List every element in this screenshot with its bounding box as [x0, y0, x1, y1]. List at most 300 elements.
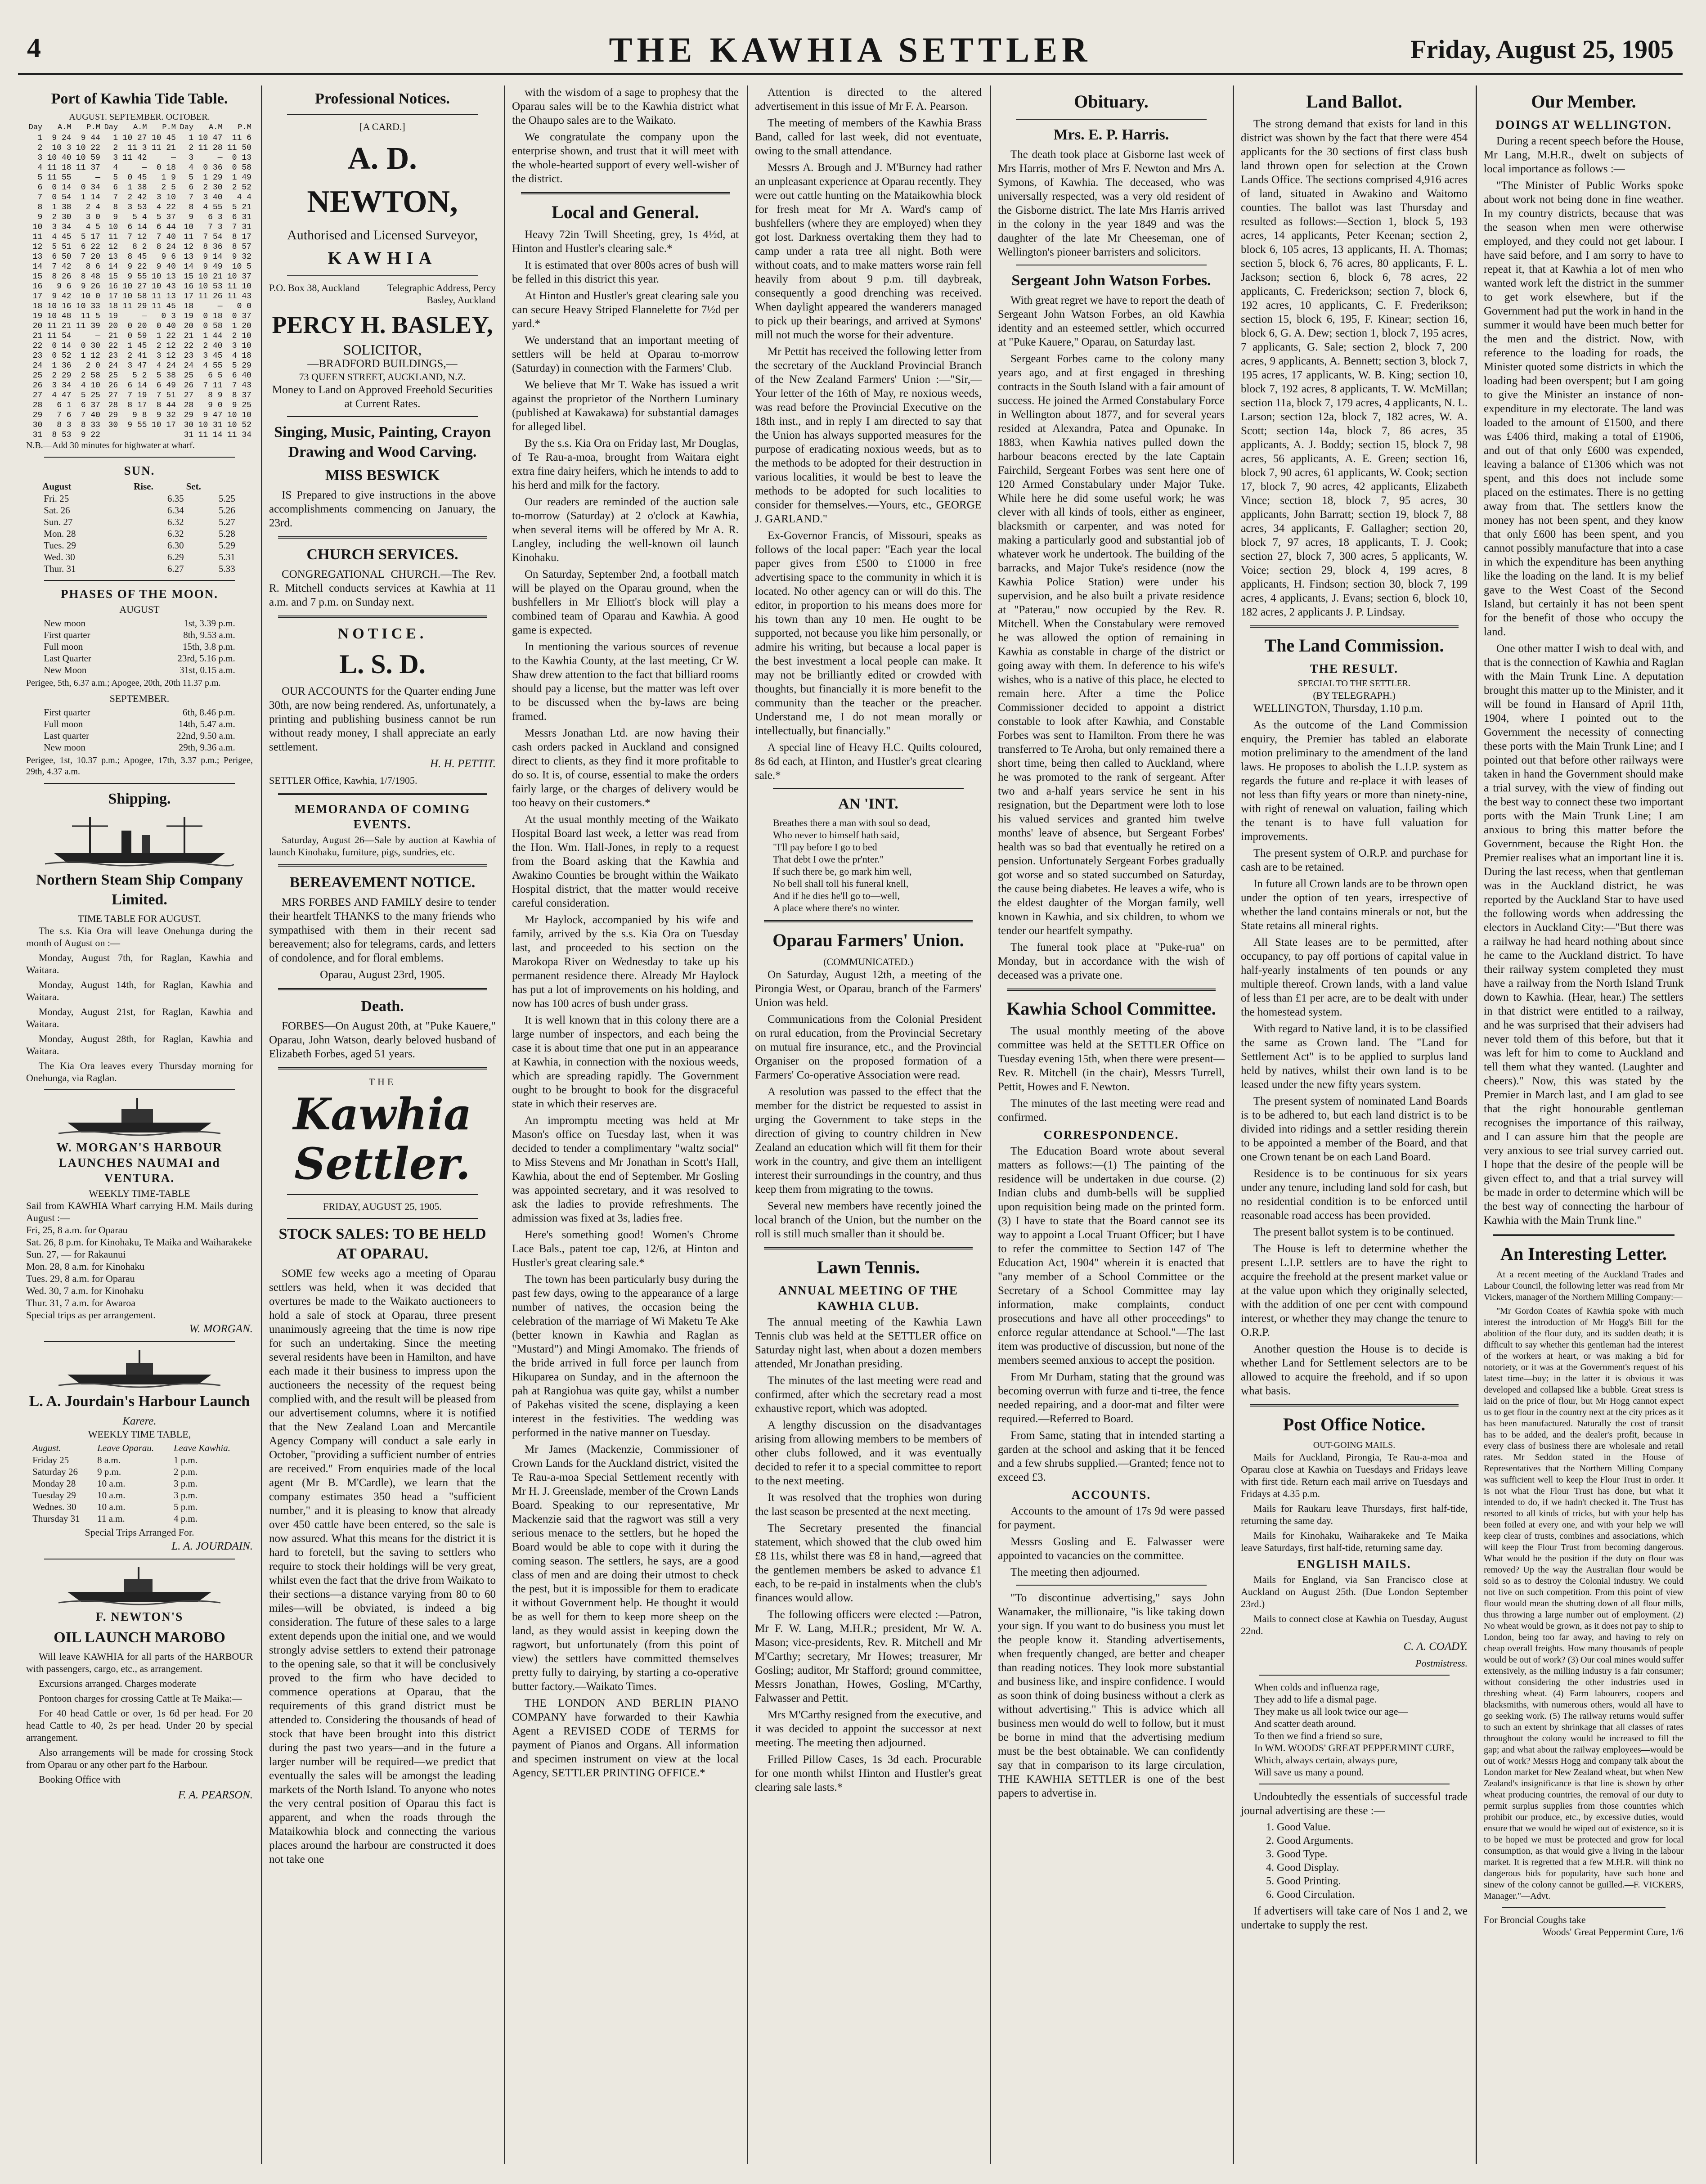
beswick-name: MISS BESWICK	[325, 467, 440, 484]
shipping-heading: Shipping.	[108, 791, 171, 807]
tide-cell: 1 9	[161, 173, 176, 182]
tide-cell: —	[95, 332, 100, 341]
jourdain-cell: Tuesday 29	[32, 1490, 76, 1501]
divider	[1502, 1907, 1666, 1908]
tide-cell: 3 0	[85, 213, 100, 222]
moon-september-cell: Full moon	[44, 719, 83, 729]
tide-body	[26, 133, 253, 440]
tide-cell: 8 2	[132, 243, 147, 252]
article-paragraph: with the wisdom of a sage to prophesy that the Oparau sales will be to the Kawhia district what the Ohaupo sales are to the Waikato.	[512, 86, 739, 126]
tide-cell: 6 49	[156, 381, 176, 390]
tide-row	[26, 391, 253, 400]
sun-cell: Sun. 27	[44, 517, 73, 527]
news-item: In mentioning the various sources of revenue to the Kawhia County, at the last meeting, Cr W. Shaw drew attention to the fact that billiard rooms should pay a license, but the matter was left over to be discussed when the by-laws are being framed.	[512, 641, 739, 723]
newton-title: Authorised and Licensed Surveyor,	[287, 228, 478, 243]
divider	[278, 1067, 487, 1070]
divider	[1250, 625, 1459, 628]
jourdain-column-header: Leave Kawhia.	[172, 1442, 248, 1454]
launch-icon	[58, 1096, 220, 1136]
tide-cell: 6 14	[127, 381, 147, 390]
article-paragraph: At a recent meeting of the Auckland Trades and Labour Council, the following letter was read from Mr Vickers, manager of the Northern Milling Company:—	[1484, 1270, 1684, 1302]
news-item: By the s.s. Kia Ora on Friday last, Mr Douglas, of Te Rau-a-moa, brought from Waitara eight extra fine dairy heifers, which he intends to add to his herd and milk for the factory.	[512, 437, 739, 491]
tide-cell: 22	[32, 342, 43, 351]
divider	[1259, 1675, 1450, 1676]
interesting-letter-article	[1484, 1269, 1684, 1902]
jourdain-cell: 5 p.m.	[173, 1501, 198, 1512]
local-and-general-heading: Local and General.	[552, 202, 699, 222]
tide-cell: 1 38	[52, 203, 72, 212]
tide-cell: 0 0	[237, 302, 251, 311]
jourdain-cell: 1 p.m.	[173, 1455, 198, 1465]
divider	[287, 1218, 478, 1219]
tide-cell: 4 55	[203, 203, 223, 212]
tide-column-header: A.M	[44, 123, 72, 133]
tide-cell: 11 39	[76, 322, 100, 331]
steamship-icon	[45, 813, 234, 867]
basley-name: PERCY H. BASLEY,	[272, 311, 493, 338]
tide-cell: 0 54	[52, 193, 72, 202]
article-paragraph: The minutes of the last meeting were read and confirmed, after which the secretary read a most exhaustive report, which was adopted.	[755, 1375, 982, 1415]
moon-august-row	[42, 629, 237, 641]
tide-cell: 6 14	[127, 223, 147, 232]
tide-row	[26, 183, 253, 193]
timetable-line: Fri, 25, 8 a.m. for Oparau	[26, 1224, 128, 1236]
notice-paragraph: Mails for England, via San Francisco close at Auckland on August 25th. (Due London September 23rd.)	[1241, 1574, 1468, 1609]
postmistress-title: Postmistress.	[1415, 1658, 1468, 1669]
tide-cell: 10 27	[122, 282, 147, 291]
divider	[1493, 1234, 1675, 1236]
jourdain-cell: 8 a.m.	[97, 1455, 121, 1465]
verse-line: Will save us many a pound.	[1254, 1766, 1364, 1778]
tide-cell: 0 18	[203, 312, 223, 321]
tide-cell: 9	[189, 213, 194, 222]
moon-september-cell: 29th, 9.36 a.m.	[178, 742, 235, 753]
tide-cell: 12	[32, 243, 43, 252]
tide-cell: 4	[189, 163, 194, 172]
column-2	[261, 85, 504, 2164]
news-item: Here's something good! Women's Chrome Lace Bals., patent toe cap, 12/6, at Hinton and Hustler's great clearing sale.*	[512, 1229, 739, 1269]
tide-cell: 8 37	[232, 391, 251, 400]
northern-steam-ship-subheading: TIME TABLE FOR AUGUST.	[78, 913, 201, 924]
sun-cell: Mon. 28	[44, 528, 76, 539]
moon-august-row	[42, 664, 237, 676]
divider	[773, 788, 964, 789]
jourdain-cell: Friday 25	[32, 1455, 69, 1465]
tide-cell: 3 40	[203, 193, 223, 202]
column-4	[747, 85, 990, 2164]
jourdain-cell: Saturday 26	[32, 1466, 78, 1477]
tide-cell: 11 34	[227, 431, 251, 440]
moon-september-cell: New moon	[44, 742, 86, 753]
tide-cell: 0 13	[232, 153, 251, 162]
sun-heading: SUN.	[124, 464, 155, 477]
timetable-line: Thur. 31, 7 a.m. for Awaroa	[26, 1297, 135, 1308]
tide-cell: 10 3	[52, 144, 72, 153]
divider	[764, 1247, 973, 1249]
tide-cell: 4 4	[237, 193, 251, 202]
article-paragraph: WELLINGTON, Thursday, 1.10 p.m.	[1253, 702, 1423, 715]
essential-item: 2. Good Arguments.	[1277, 1834, 1468, 1847]
tide-cell: 10	[32, 223, 43, 232]
tide-cell: 22	[108, 342, 118, 351]
tide-row	[26, 262, 253, 272]
tide-cell: 3 45	[203, 351, 223, 360]
jourdain-column-header: Leave Oparau.	[95, 1442, 172, 1454]
jourdain-row	[31, 1454, 248, 1466]
jourdain-cell: 9 p.m.	[97, 1466, 121, 1477]
essential-item: 1. Good Value.	[1277, 1820, 1468, 1834]
morgan-timetable	[26, 1200, 253, 1321]
tide-cell: 9 22	[127, 262, 147, 271]
divider	[287, 114, 478, 115]
tide-cell: 5 51	[52, 243, 72, 252]
tide-cell: 29	[184, 411, 194, 420]
tide-cell: 7 31	[232, 223, 251, 232]
tide-cell: 26	[108, 381, 118, 390]
tide-cell: 5	[37, 173, 43, 182]
tide-cell: 9 32	[232, 252, 251, 261]
article-paragraph: With regard to Native land, it is to be classified the same as Crown land. The "Land for Settlement Act" is to be applied to surplus land held by natives, whilst their own land is to be leased under the new fifty years system.	[1241, 1023, 1468, 1091]
tide-row	[26, 381, 253, 391]
pearson-signature: F. A. PEARSON.	[178, 1789, 253, 1801]
advertising-essentials-list	[1277, 1820, 1468, 1901]
tide-cell: 11 10	[227, 282, 251, 291]
sun-cell: 5.31	[218, 552, 235, 562]
notice-line: For 40 head Cattle or over, 1s 6d per head. For 20 head Cattle to 40, 2s per head. Under 20 by special arrangement.	[26, 1708, 253, 1743]
launch-icon	[58, 1565, 220, 1605]
cough-ad-line-1: For Broncial Coughs take	[1484, 1914, 1586, 1925]
post-office-heading: Post Office Notice.	[1283, 1414, 1426, 1434]
tide-cell: 10 43	[151, 282, 176, 291]
news-item: Messrs Jonathan Ltd. are now having their cash orders packed in Auckland and consigned direct to clients, as they find it more profitable to do so. It is, of course, essential to make the orders fairly large, or the charges of delivery would be too heavy on their customers.*	[512, 727, 739, 809]
sun-cell: 6.30	[167, 540, 184, 551]
article-paragraph: From Same, stating that in intended starting a garden at the school and asking that it be fenced and a few shrubs supplied.—Granted; fence not to exceed £3.	[998, 1429, 1225, 1483]
article-paragraph: "To discontinue advertising," says John Wanamaker, the millionaire, "is like taking down your sign. If you want to do business you must let the people know it. Standing advertisements, when frequently changed, are better and cheaper than reading notices. They look more substantial and business like, and inspire confidence. I would as soon think of doing business without a clerk as without advertising." This is advice which all business men would do well to follow, but it must be borne in mind that the advertising medium must be the best obtainable. We can confidently say that in comparison to its large circulation, THE KAWHIA SETTLER is one of the best papers to advertise in.	[998, 1592, 1225, 1799]
tide-cell: 9 0	[208, 401, 223, 410]
tide-cell: 7	[37, 193, 43, 202]
news-item: Mr Pettit has received the following letter from the secretary of the Auckland Provincial Branch of the New Zealand Farmers' Union :—"Sir,—Your letter of the 16th of May, re noxious weeds, was read before the Provincial Executive on the 18th inst., and in reply I am directed to say that the Union has always supported measures for the purpose of eradicating noxious weeds, but as to the methods to be adopted for their destruction in various localities, it would be best to leave the methods to be adopted for such localities to consider for themselves.—Yours, etc., GEORGE J. GARLAND."	[755, 346, 982, 525]
tide-months: AUGUST. SEPTEMBER. OCTOBER.	[69, 112, 210, 122]
tide-table	[26, 123, 253, 440]
moon-august-row	[42, 641, 237, 652]
sun-row	[42, 563, 237, 575]
poem-line: No bell shall toll his funeral knell,	[773, 878, 909, 889]
tide-cell: 0 14	[52, 183, 72, 192]
jourdain-cell: 10 a.m.	[97, 1501, 126, 1512]
moon-august-table	[42, 617, 237, 676]
tide-cell: 10 37	[227, 272, 251, 281]
news-item: Ex-Governor Francis, of Missouri, speaks as follows of the local paper: "Each year the local paper gives from £500 to £1000 in free advertising space to the community in which it is located. No other agency can or will do this. The editor, in proportion to his means does more for his town than any 10 men. He ought to be supported, not because you like him personally, or admire his writing, but because a local paper is the best investment a local people can make. It may not be brilliantly edited or crowded with thoughts, but financially it is more benefit to the community than the teacher or the preacher. Understand me, I do not mean morally or intellectually, but financially."	[755, 530, 982, 737]
divider	[278, 988, 487, 990]
tide-cell: 18	[32, 302, 43, 311]
poem-line: "I'll pay before I go to bed	[773, 841, 877, 853]
tide-cell: —	[95, 173, 100, 182]
article-paragraph: The present system of O.R.P. and purchase for cash are to be retained.	[1241, 847, 1468, 873]
notice-paragraph: Mails for Auckland, Pirongia, Te Rau-a-moa and Oparau close at Kawhia on Tuesdays and Fridays leave with first tide. Return each mail arrive on Tuesdays and Fridays at 4.35 p.m.	[1241, 1452, 1468, 1499]
tide-row	[26, 321, 253, 331]
basley-street: 73 QUEEN STREET, AUCKLAND, N.Z.	[299, 371, 466, 382]
timetable-line: Sail from KAWHIA Wharf carrying H.M. Mails during August :—	[26, 1200, 253, 1223]
divider	[764, 920, 973, 922]
news-item: On Saturday, September 2nd, a football match will be played on the Oparau ground, when the bushfellers in Mr Elliott's block will play a combined team of Oparau and Kawhia. A good game is expected.	[512, 568, 739, 636]
tide-cell: 7 6	[57, 411, 72, 420]
news-item: THE LONDON AND BERLIN PIANO COMPANY have forwarded to their Kawhia Agent a REVISED CODE of TERMS for payment of Pianos and Organs. All information and specimen instrument on view at the local Agency, SETTLER PRINTING OFFICE.*	[512, 1697, 739, 1779]
tide-cell: 16	[108, 282, 118, 291]
tide-row	[26, 341, 253, 351]
notice-text: OUR ACCOUNTS for the Quarter ending June 30th, are now being rendered. As, unfortunately, a printing and publishing business cannot be run without ready money, I shall appreciate an early settlement.	[269, 685, 496, 753]
moon-august-cell: 8th, 9.53 a.m.	[183, 629, 235, 640]
tide-row	[26, 242, 253, 252]
news-item: An impromptu meeting was held at Mr Mason's office on Tuesday last, when it was decided to tender a complimentary "waltz social" to Miss Stevens and Mr Jonathan in Scott's Hall, Kawhia, about the end of September. Mr Gosling was appointed secretary, and it was resolved to ask the ladies to provide refreshments. The admission was fixed at 3s, ladies free.	[512, 1114, 739, 1224]
tide-cell: 10 40	[47, 153, 72, 162]
tide-cell: —	[217, 302, 223, 311]
advertising-essentials-intro: Undoubtedly the essentials of successful trade journal advertising are these :—	[1241, 1791, 1468, 1817]
tide-cell: 10 21	[198, 272, 223, 281]
tide-cell: 2 29	[52, 371, 72, 380]
tide-cell: 0 20	[127, 322, 147, 331]
moon-september-row	[42, 706, 237, 718]
tide-cell: 4 55	[203, 361, 223, 370]
land-ballot-article	[1241, 117, 1468, 619]
tide-cell: 11	[184, 233, 194, 242]
forbes-heading: Sergeant John Watson Forbes.	[1011, 272, 1211, 289]
basley-telegraphic: Telegraphic Address, Percy Basley, Auckland	[387, 282, 496, 306]
column-5	[990, 85, 1233, 2164]
tide-cell: 11 21	[151, 144, 176, 153]
sun-cell: Thur. 31	[44, 563, 76, 574]
sun-cell: Tues. 29	[44, 540, 76, 551]
tide-cell	[119, 430, 148, 440]
jourdain-cell: Thursday 31	[32, 1513, 80, 1524]
tide-cell: 2 30	[203, 183, 223, 192]
tide-cell: 2	[37, 144, 43, 153]
timetable-line: The s.s. Kia Ora will leave Onehunga during the month of August on :—	[26, 925, 253, 948]
lawn-tennis-heading: Lawn Tennis.	[817, 1257, 920, 1277]
article-paragraph: The meeting then adjourned.	[1010, 1566, 1140, 1578]
tide-cell: 17	[108, 292, 118, 301]
timetable-line: Tues. 29, 8 a.m. for Oparau	[26, 1273, 135, 1284]
tide-cell: 9 44	[81, 134, 100, 143]
moon-august-cell: New moon	[44, 618, 86, 629]
moon-august-cell: Full moon	[44, 641, 83, 652]
verse-line: Which, always certain, always pure,	[1254, 1754, 1398, 1766]
article-paragraph: Several new members have recently joined the local branch of the Union, but the number on the roll is still much smaller than it should be.	[755, 1200, 982, 1240]
telegraph-label: (BY TELEGRAPH.)	[1313, 690, 1396, 701]
tide-cell: 14	[184, 262, 194, 271]
tide-cell: 9 6	[161, 252, 176, 261]
article-paragraph: The minutes of the last meeting were read and confirmed.	[998, 1097, 1225, 1123]
notice-signature-address: SETTLER Office, Kawhia, 1/7/1905.	[269, 775, 418, 786]
tide-header-row	[26, 123, 253, 133]
tide-cell: 2 41	[127, 351, 147, 360]
tide-cell: 0 59	[127, 332, 147, 341]
tide-column-header: Day	[26, 123, 44, 133]
tide-cell: —	[217, 153, 223, 162]
divider	[521, 192, 730, 194]
launch-icon	[58, 1348, 220, 1388]
advertising-essentials-outro: If advertisers will take care of Nos 1 and 2, we undertake to supply the rest.	[1241, 1905, 1468, 1931]
tide-cell: 31	[32, 431, 43, 440]
article-paragraph: The present system of nominated Land Boards is to be adhered to, but each land district is to be divided into ridings and a settler residing therein to be appointed a member of the Board, and that one Crown tenant be on each Land Board.	[1241, 1095, 1468, 1163]
poem-line: And if he dies he'll go to—well,	[773, 890, 900, 901]
newspaper-title: THE KAWHIA SETTLER	[609, 30, 1092, 69]
tide-cell: 13	[32, 252, 43, 261]
nameplate-the: THE	[368, 1076, 396, 1088]
tide-cell: 3	[189, 153, 194, 162]
tide-row	[26, 301, 253, 311]
tide-cell: 6 40	[232, 371, 251, 380]
jourdain-row	[31, 1513, 248, 1524]
moon-august-cell: 31st, 0.15 a.m.	[180, 665, 235, 675]
article-paragraph: Mrs M'Carthy resigned from the executive, and it was decided to appoint the successor at next meeting. The meeting then adjourned.	[755, 1709, 982, 1749]
tide-cell: 9 26	[81, 282, 100, 291]
basley-note: Money to Land on Approved Freehold Securities at Current Rates.	[272, 384, 493, 410]
tide-cell: 8 33	[81, 421, 100, 430]
news-item: Mr James (Mackenzie, Commissioner of Crown Lands for the Auckland district, visited the Te Rau-a-moa Special Settlement recently with Mr H. J. Greenslade, member of the Crown Lands Board. Speaking to our representative, Mr Mackenzie said that the ragwort was still a very serious menace to the settlers, but he hoped the Board would be able to cope with it during the coming season. The settlers, he says, are a good class of men and are doing their utmost to check the pest, but it is impossible for them to eradicate it without Government help. He thought it would be as well for them to keep more sheep on the land, as they would assist in keeping down the ragwort, but unfortunately (from this point of view) the settlers have committed themselves pretty fully to dairying, by starting a co-operative butter factory.—Waikato Times.	[512, 1443, 739, 1693]
tide-row	[26, 252, 253, 262]
article-paragraph: The usual monthly meeting of the above committee was held at the SETTLER Office on Tuesday evening 15th, when there were present—Rev. R. Mitchell (in the chair), Messrs Turrell, Pettit, Howes and F. Newton.	[998, 1025, 1225, 1093]
tide-cell: 5 21	[232, 203, 251, 212]
tide-row	[26, 272, 253, 282]
moon-august-cell: First quarter	[44, 629, 90, 640]
advertising-article	[998, 1591, 1225, 1800]
tide-cell: 8 6	[85, 262, 100, 271]
tide-cell: 7 54	[203, 233, 223, 242]
tide-cell: 11 3	[127, 144, 147, 153]
news-item: Heavy 72in Twill Sheeting, grey, 1s 4½d, at Hinton and Hustler's clearing sale.*	[512, 229, 739, 255]
article-paragraph: On Saturday, August 12th, a meeting of the Pirongia West, or Oparau, branch of the Farmers' Union was held.	[755, 969, 982, 1009]
notice-line: Excursions arranged. Charges moderate	[39, 1678, 197, 1689]
timetable-line: The Kia Ora leaves every Thursday morning for Onehunga, via Raglan.	[26, 1060, 253, 1083]
notice-heading: NOTICE.	[337, 625, 427, 642]
interesting-letter-heading: An Interesting Letter.	[1500, 1244, 1667, 1264]
jourdain-cell: Monday 28	[32, 1478, 76, 1489]
tide-cell: 2	[189, 144, 194, 153]
tide-cell: 10 0	[81, 292, 100, 301]
tide-cell: 1 14	[81, 193, 100, 202]
tide-cell: 18	[184, 302, 194, 311]
timetable-line: Monday, August 14th, for Raglan, Kawhia and Waitara.	[26, 979, 253, 1002]
tide-cell: 5 4	[132, 213, 147, 222]
tide-cell: 11 13	[151, 292, 176, 301]
correspondence-heading: CORRESPONDENCE.	[1043, 1128, 1179, 1141]
moon-august-row	[42, 617, 237, 629]
tide-cell: 25	[184, 371, 194, 380]
masthead	[18, 23, 1683, 75]
news-item: Mr Haylock, accompanied by his wife and family, arrived by the s.s. Kia Ora on Tuesday last, and proceeded to his section on the Marokopa River on Wednesday to take up his permanent residence there. Already Mr Haylock has put a lot of improvements on his holding, and now has 100 acres of bush under grass.	[512, 914, 739, 1010]
tide-cell: 10	[184, 223, 194, 232]
local-and-general-article	[512, 228, 739, 1780]
verse-line: To then we find a friend so sure,	[1254, 1730, 1383, 1741]
tide-cell: 23	[184, 351, 194, 360]
article-paragraph: Accounts to the amount of 17s 9d were passed for payment.	[998, 1505, 1225, 1531]
tide-cell: 9 32	[156, 411, 176, 420]
moon-september-body	[42, 706, 237, 753]
tide-cell: 2 52	[232, 183, 251, 192]
tide-cell: 2 4	[85, 203, 100, 212]
tide-cell: 2	[113, 144, 118, 153]
tide-cell: 15	[184, 272, 194, 281]
news-item: Our readers are reminded of the auction sale to-morrow (Saturday) at 2 o'clock at Kawhia, when several items will be offered by Mr A. R. Langley, including the well-known oil launch Kinohaku.	[512, 496, 739, 564]
notice-signature: H. H. PETTIT.	[430, 758, 496, 770]
northern-steam-ship-timetable	[26, 925, 253, 1084]
tide-cell: 10 33	[76, 302, 100, 311]
article-paragraph: The Secretary presented the financial statement, which showed that the club owed him £8 11s, whilst there was £8 in hand,—agreed that the gentlemen members be asked to advance £1 each, to be re-paid in instalments when the club's finances would allow.	[755, 1522, 982, 1604]
tide-cell: 21	[184, 332, 194, 341]
local-items-continued	[755, 85, 982, 782]
tide-cell: 8 17	[232, 233, 251, 242]
tide-cell: 5 29	[232, 361, 251, 370]
our-member-article	[1484, 134, 1684, 1227]
tide-row	[26, 163, 253, 173]
tide-row	[26, 292, 253, 301]
newton-launch-name: OIL LAUNCH MAROBO	[54, 1629, 225, 1646]
sun-cell: 5.27	[218, 517, 235, 527]
tide-cell: 27	[32, 391, 43, 400]
notice-line: Pontoon charges for crossing Cattle at Te Maika:—	[39, 1693, 242, 1704]
verse-line: They make us all look twice our age—	[1254, 1706, 1408, 1717]
tide-cell: 7 3	[208, 223, 223, 232]
tide-cell: 26	[32, 381, 43, 390]
sun-row	[42, 551, 237, 563]
essential-item: 3. Good Type.	[1277, 1847, 1468, 1861]
article-paragraph: Communications from the Colonial President on rural education, from the Provincial Secretary on mutual fire insurance, etc., and the Provincial Organiser on the proposed formation of a Farmers' Co-operative Association were read.	[755, 1013, 982, 1081]
lawn-tennis-article	[755, 1315, 982, 1794]
sun-row	[42, 493, 237, 504]
sun-cell: 5.25	[218, 493, 235, 504]
moon-august-row	[42, 652, 237, 664]
tide-cell: 10 13	[151, 272, 176, 281]
sun-cell: 6.34	[167, 505, 184, 516]
tide-cell: —	[142, 312, 147, 321]
memoranda-text: Saturday, August 26—Sale by auction at Kawhia of launch Kinohaku, furniture, pigs, sundries, etc.	[269, 834, 496, 858]
tide-row	[26, 173, 253, 183]
poem-heading: AN 'INT.	[838, 795, 898, 812]
tide-cell: 9 40	[156, 262, 176, 271]
tide-row	[26, 143, 253, 153]
article-paragraph: We congratulate the company upon the enterprise shown, and trust that it will meet with the whole-hearted support of every well-wisher of the district.	[512, 131, 739, 185]
moon-september-cell: 6th, 8.46 p.m.	[183, 707, 235, 718]
memoranda-heading: MEMORANDA OF COMING EVENTS.	[294, 802, 471, 831]
timetable-line: Sat. 26, 8 p.m. for Kinohaku, Te Maika and Waiharakeke	[26, 1236, 252, 1248]
death-heading: Death.	[361, 998, 404, 1015]
tide-cell: 9 22	[81, 431, 100, 440]
death-text: FORBES—On August 20th, at "Puke Kauere," Oparau, John Watson, dearly beloved husband of Elizabeth Forbes, aged 51 years.	[269, 1020, 496, 1060]
article-paragraph: The present ballot system is to be continued.	[1253, 1226, 1454, 1238]
moon-august-note: Perigee, 5th, 6.37 a.m.; Apogee, 20th, 20th 11.37 p.m.	[26, 678, 221, 688]
lawn-tennis-subheading: ANNUAL MEETING OF THE KAWHIA CLUB.	[778, 1284, 958, 1312]
jourdain-row	[31, 1478, 248, 1489]
tide-cell: 8 57	[232, 243, 251, 252]
tide-cell: 1 29	[203, 173, 223, 182]
jourdain-cell: 11 a.m.	[97, 1513, 125, 1524]
tide-column-header: Day	[102, 123, 119, 133]
farmers-union-article	[755, 968, 982, 1241]
obituary-heading: Obituary.	[1074, 91, 1149, 112]
tide-column-header: P.M	[148, 123, 177, 133]
stock-sales-article	[269, 1267, 496, 1866]
news-item: Attention is directed to the altered advertisement in this issue of Mr F. A. Pearson.	[755, 86, 982, 112]
tide-cell: 1 44	[203, 332, 223, 341]
northern-steam-ship-heading: Northern Steam Ship Company Limited.	[36, 872, 243, 908]
card-label: [A CARD.]	[359, 121, 405, 132]
divider	[44, 1341, 235, 1342]
jourdain-row	[31, 1489, 248, 1501]
tide-cell: 28	[108, 401, 118, 410]
land-commission-article	[1241, 701, 1468, 1398]
sun-cell: 5.26	[218, 505, 235, 516]
tide-cell: 7 11	[203, 381, 223, 390]
